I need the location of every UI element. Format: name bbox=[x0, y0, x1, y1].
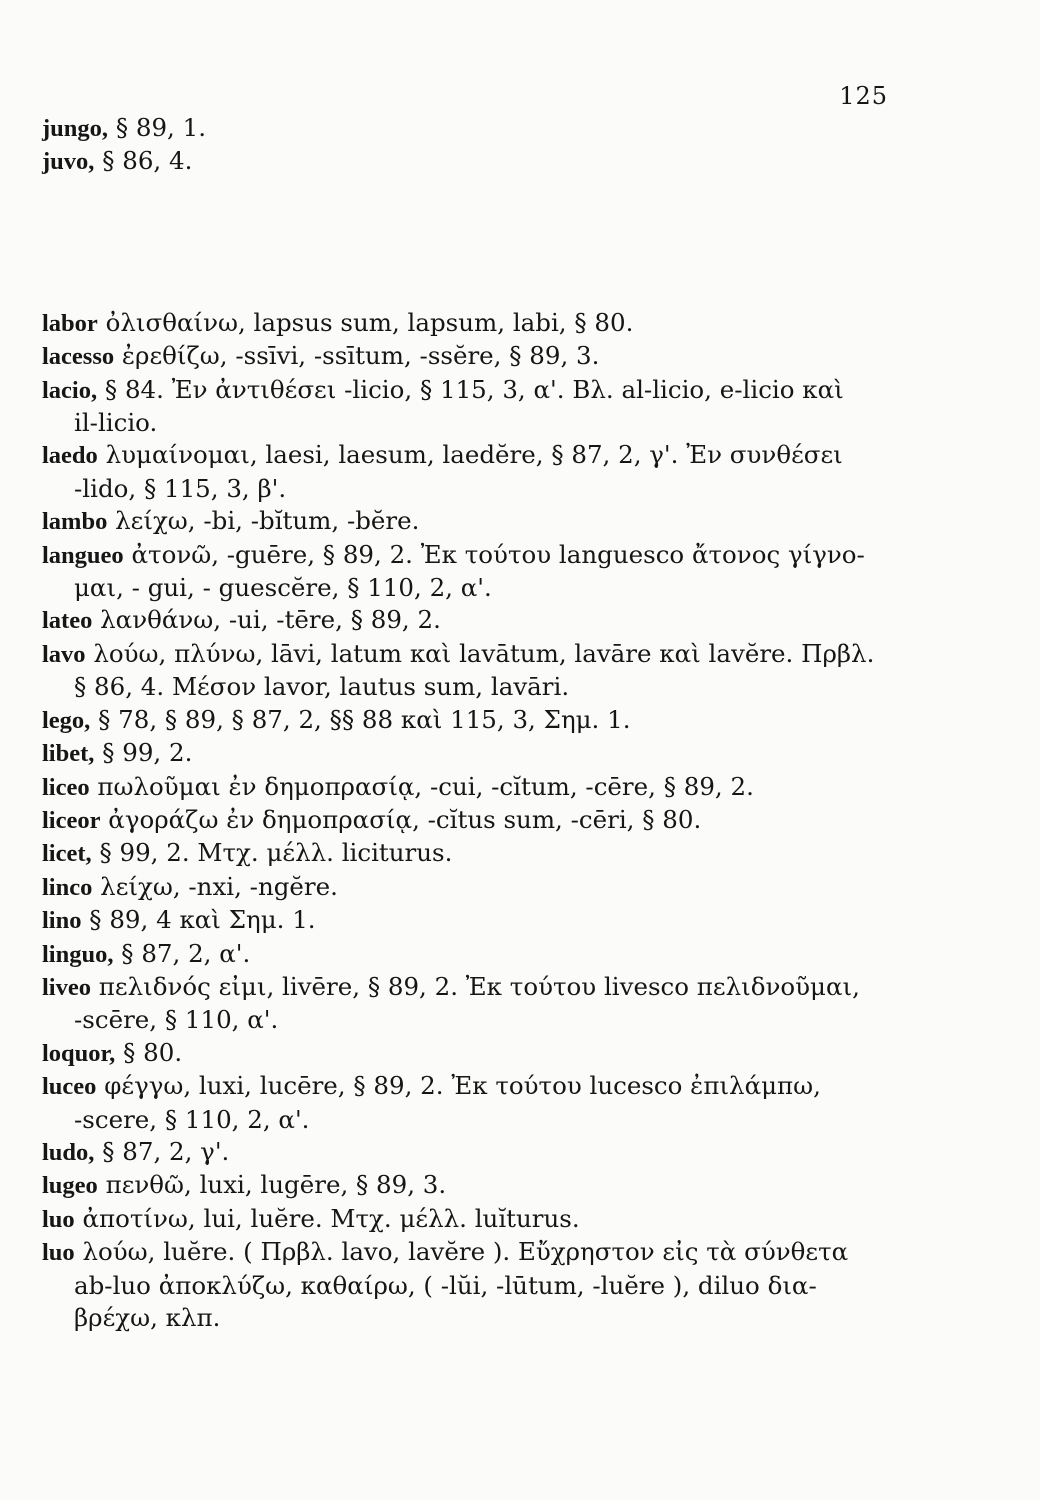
entry-definition: ἀτονῶ, -guēre, § 89, 2. Ἐκ τούτου languesco ἄτονος γίγνο- bbox=[123, 539, 865, 569]
entry-headword: juvo, bbox=[42, 148, 95, 176]
entry-headword: licet, bbox=[42, 840, 92, 868]
dictionary-entry bbox=[42, 737, 922, 770]
entry-definition: λανθάνω, -ui, -tēre, § 89, 2. bbox=[92, 605, 441, 635]
entry-headword: labor bbox=[42, 309, 98, 337]
dictionary-entry bbox=[42, 871, 922, 904]
entry-continuation: ab-luo ἀποκλύζω, καθαίρω, ( -lŭi, -lūtum, -luĕre ), diluo δια- bbox=[74, 1270, 817, 1300]
entry-definition: § 86, 4. bbox=[94, 146, 193, 176]
entry-definition: φέγγω, luxi, lucēre, § 89, 2. Ἐκ τούτου lucesco ἐπιλάμπω, bbox=[96, 1071, 821, 1101]
entry-headword: liveo bbox=[42, 973, 91, 1001]
entry-definition: § 80. bbox=[115, 1037, 183, 1067]
dictionary-entry bbox=[42, 771, 922, 804]
dictionary-entry bbox=[42, 604, 922, 637]
entry-definition: § 89, 1. bbox=[108, 113, 206, 142]
dictionary-entry bbox=[42, 1203, 922, 1236]
entry-headword: laedo bbox=[42, 442, 98, 470]
dictionary-entry bbox=[42, 112, 922, 145]
dictionary-entry bbox=[42, 1169, 922, 1202]
entry-headword: luo bbox=[42, 1239, 75, 1267]
dictionary-entry bbox=[42, 1236, 922, 1334]
dictionary-entry bbox=[42, 307, 922, 340]
entry-headword: loquor, bbox=[42, 1039, 116, 1067]
entry-definition: λούω, luĕre. ( Πρβλ. lavo, lavĕre ). Εὔχρηστον εἰς τὰ σύνθετα bbox=[74, 1237, 849, 1267]
dictionary-entry bbox=[42, 505, 922, 538]
dictionary-entry bbox=[42, 804, 922, 837]
entry-definition: § 87, 2, γ'. bbox=[94, 1136, 230, 1166]
entry-headword: langueo bbox=[42, 541, 124, 569]
entry-continuation: μαι, - gui, - guescĕre, § 110, 2, α'. bbox=[74, 573, 492, 603]
dictionary-entry bbox=[42, 539, 922, 605]
dictionary-entry bbox=[42, 1070, 922, 1136]
entry-headword: luo bbox=[42, 1205, 75, 1233]
entry-definition: λυμαίνομαι, laesi, laesum, laedĕre, § 87, 2, γ'. Ἐν συνθέσει bbox=[97, 440, 843, 470]
dictionary-entries bbox=[42, 112, 922, 1334]
entry-definition: πωλοῦμαι ἐν δημοπρασίᾳ, -cui, -cĭtum, -cēre, § 89, 2. bbox=[89, 771, 754, 801]
entry-definition: λείχω, -bi, -bĭtum, -bĕre. bbox=[107, 506, 420, 536]
entry-headword: lino bbox=[42, 907, 82, 935]
entry-continuation: βρέχω, κλπ. bbox=[74, 1303, 221, 1332]
entry-definition: § 99, 2. Μτχ. μέλλ. liciturus. bbox=[91, 838, 453, 868]
entry-definition: ὀλισθαίνω, lapsus sum, lapsum, labi, § 80. bbox=[97, 307, 634, 337]
entry-definition: § 84. Ἐν ἀντιθέσει -licio, § 115, 3, α'. Βλ. al-licio, e-licio καὶ bbox=[97, 374, 844, 404]
entry-continuation: § 86, 4. Μέσον lavor, lautus sum, lavāri. bbox=[74, 672, 570, 702]
dictionary-entry bbox=[42, 145, 922, 178]
entry-headword: linco bbox=[42, 873, 93, 901]
entry-headword: jungo, bbox=[42, 115, 109, 142]
entry-headword: lavo bbox=[42, 640, 86, 668]
entry-headword: linguo, bbox=[42, 940, 114, 968]
entry-definition: πενθῶ, luxi, lugēre, § 89, 3. bbox=[97, 1170, 447, 1200]
entry-headword: lateo bbox=[42, 607, 93, 635]
entry-headword: liceo bbox=[42, 773, 90, 801]
entry-definition: λούω, πλύνω, lāvi, latum καὶ lavātum, lavāre καὶ lavĕre. Πρβλ. bbox=[85, 638, 875, 668]
page-number: 125 bbox=[839, 82, 888, 110]
entry-definition: λείχω, -nxi, -ngĕre. bbox=[92, 871, 338, 901]
entry-headword: lugeo bbox=[42, 1172, 98, 1200]
entry-definition: § 78, § 89, § 87, 2, §§ 88 καὶ 115, 3, Σημ. 1. bbox=[90, 704, 631, 734]
entry-headword: ludo, bbox=[42, 1138, 95, 1166]
entry-definition: ἀποτίνω, lui, luĕre. Μτχ. μέλλ. luĭturus. bbox=[74, 1203, 580, 1233]
entry-headword: lambo bbox=[42, 508, 108, 536]
entry-continuation: il-licio. bbox=[74, 408, 158, 438]
entry-headword: lego, bbox=[42, 706, 91, 734]
entry-continuation: -lido, § 115, 3, β'. bbox=[74, 473, 287, 503]
dictionary-entry bbox=[42, 439, 922, 505]
dictionary-entry bbox=[42, 837, 922, 870]
dictionary-entry bbox=[42, 971, 922, 1037]
entry-headword: luceo bbox=[42, 1073, 97, 1101]
dictionary-entry bbox=[42, 374, 922, 440]
entry-continuation: -scere, § 110, 2, α'. bbox=[74, 1104, 310, 1134]
entry-definition: ἀγοράζω ἐν δημοπρασίᾳ, -cĭtus sum, -cēri, § 80. bbox=[100, 804, 702, 834]
entry-definition: πελιδνός εἰμι, livēre, § 89, 2. Ἐκ τούτου livesco πελιδνοῦμαι, bbox=[91, 971, 860, 1001]
entry-headword: lacio, bbox=[42, 376, 98, 404]
dictionary-entry bbox=[42, 340, 922, 373]
entry-headword: lacesso bbox=[42, 343, 115, 371]
dictionary-entry bbox=[42, 938, 922, 971]
entry-definition: § 89, 4 καὶ Σημ. 1. bbox=[81, 905, 316, 935]
entry-definition: ἐρεθίζω, -ssīvi, -ssītum, -ssĕre, § 89, 3. bbox=[114, 341, 600, 371]
entry-headword: liceor bbox=[42, 806, 101, 834]
entry-headword: libet, bbox=[42, 740, 95, 768]
dictionary-entry bbox=[42, 904, 922, 937]
entry-definition: § 87, 2, α'. bbox=[113, 938, 251, 968]
dictionary-entry bbox=[42, 1136, 922, 1169]
dictionary-entry bbox=[42, 1037, 922, 1070]
entry-definition: § 99, 2. bbox=[94, 738, 193, 768]
dictionary-entry bbox=[42, 638, 922, 704]
dictionary-entry bbox=[42, 704, 922, 737]
entry-continuation: -scēre, § 110, α'. bbox=[74, 1005, 279, 1035]
